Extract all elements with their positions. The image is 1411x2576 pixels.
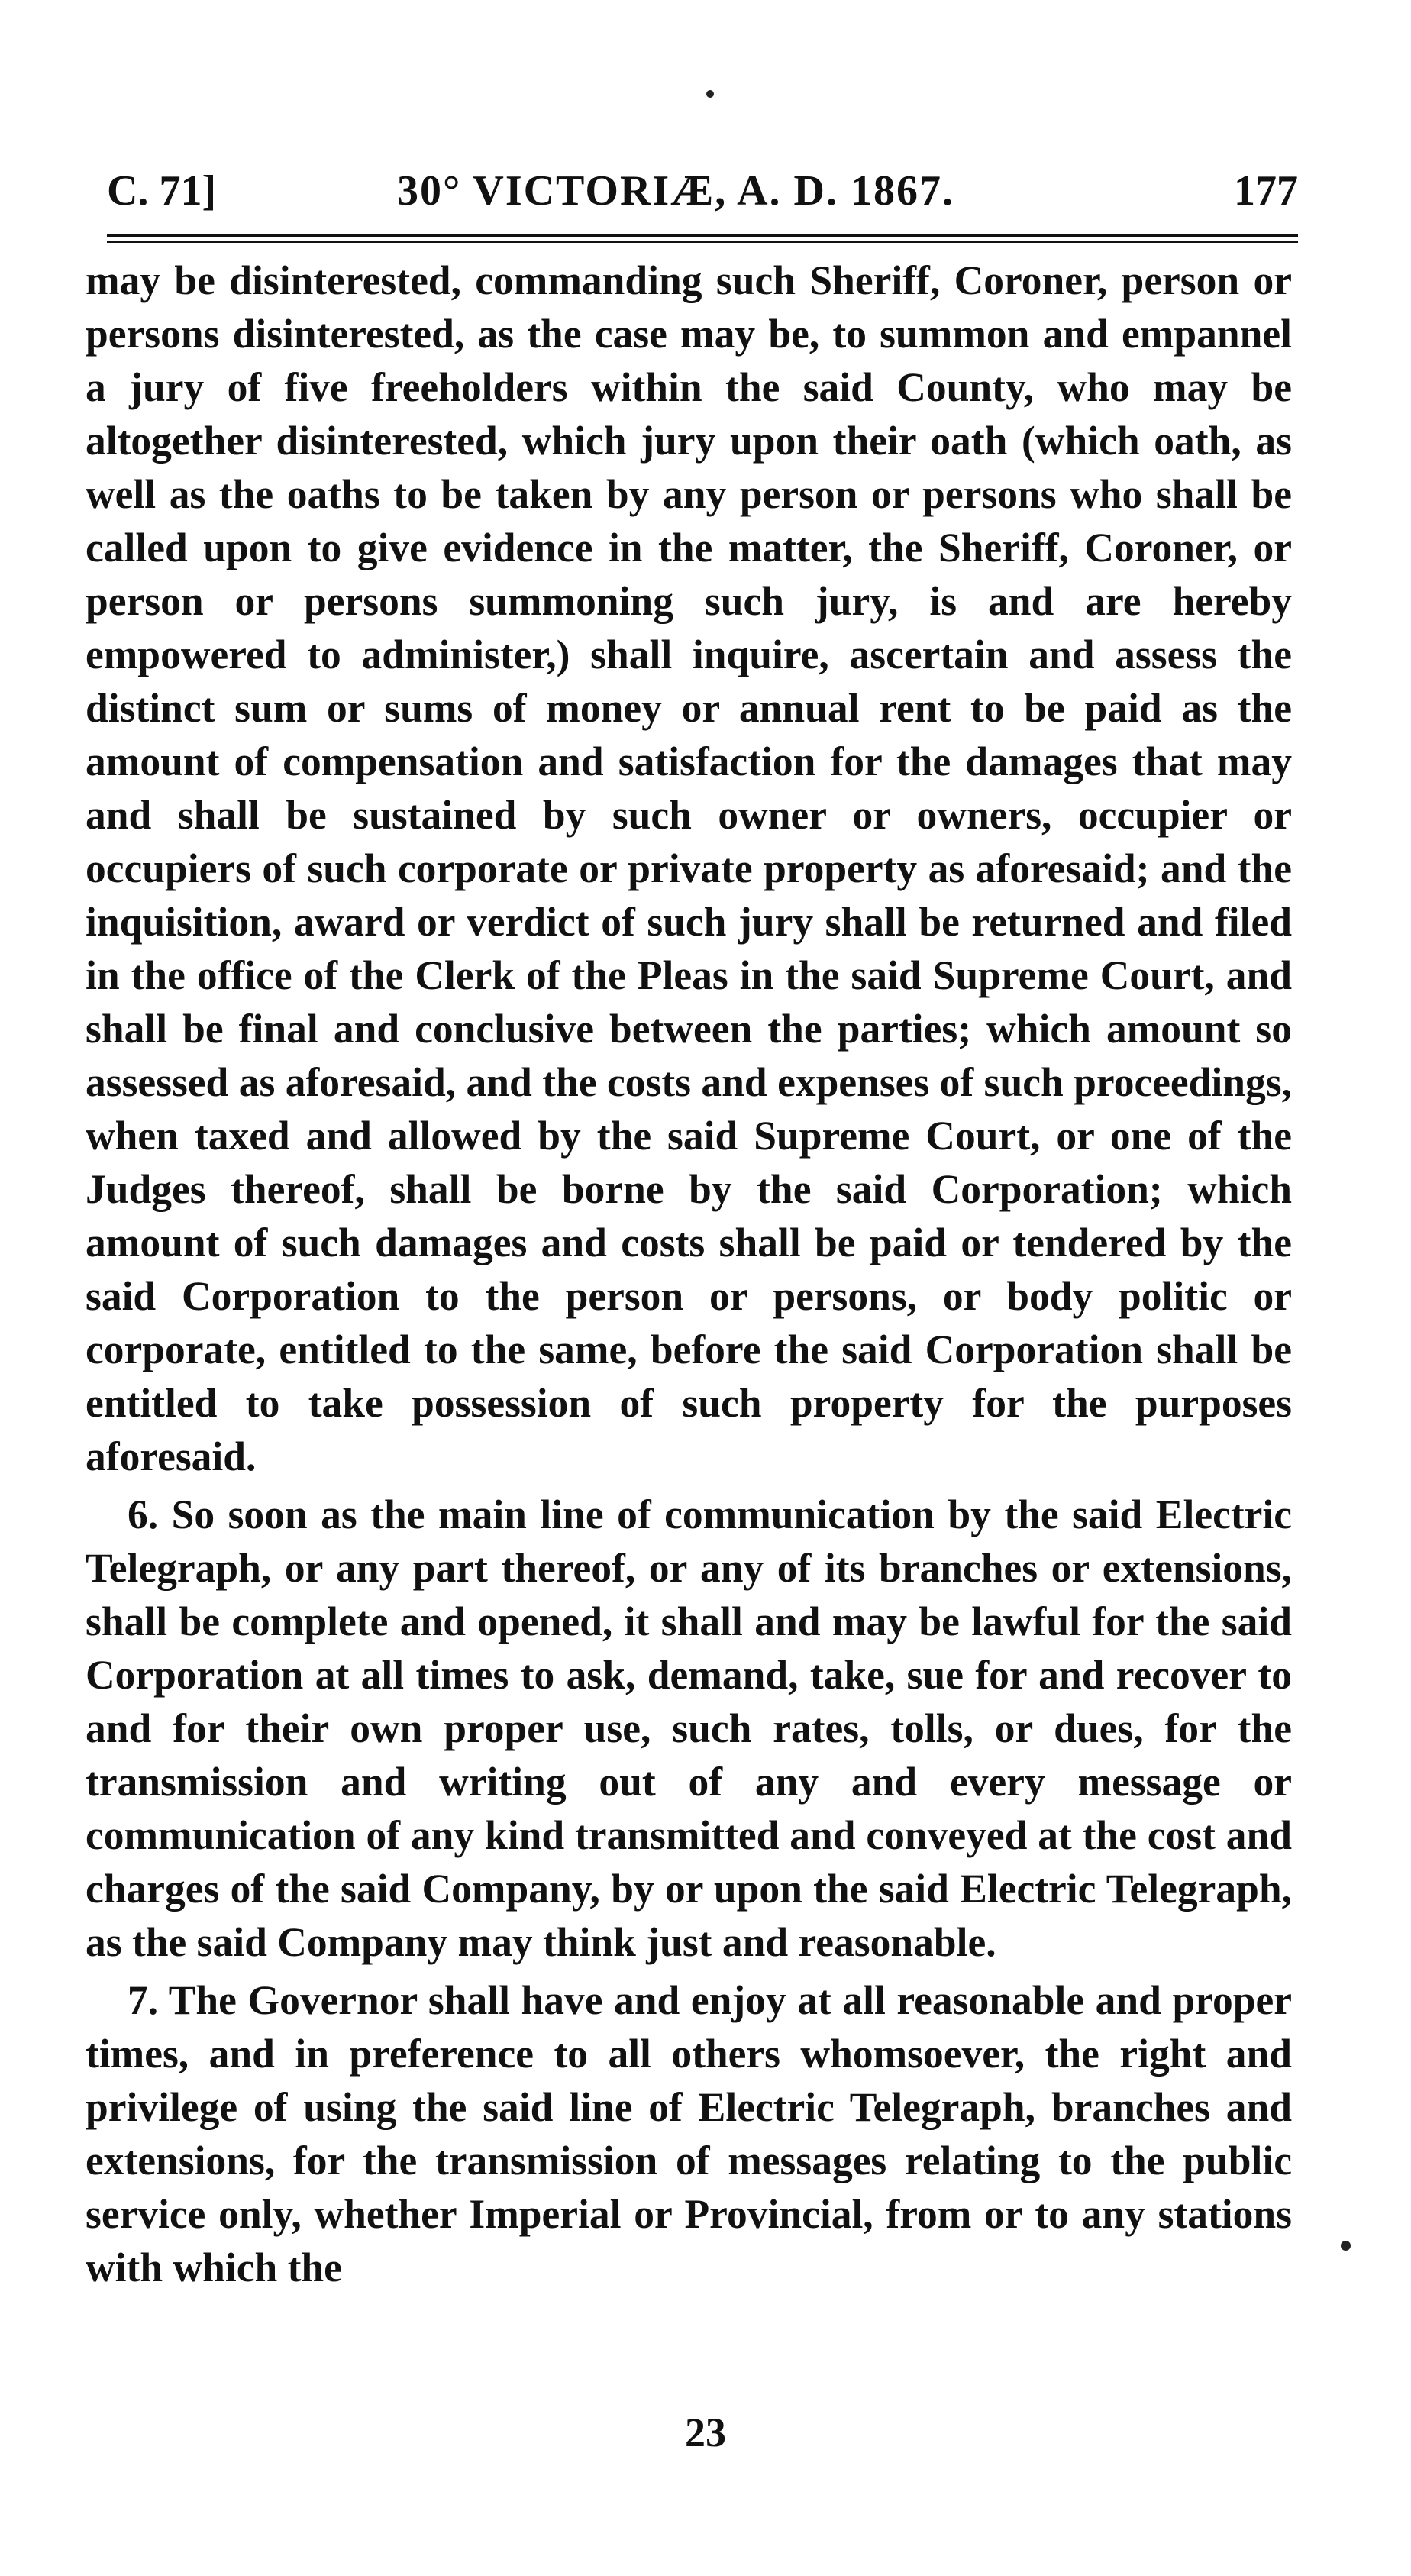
body-text <box>86 254 1292 2294</box>
section-6-paragraph: 6. So soon as the main line of communication by the said Electric Telegraph, or any part thereof, or any of its branches or extensions, shall be complete and opened, it shall and may be lawful for the said Corporation at all times to ask, demand, take, sue for and recover to and for their own proper use, such rates, tolls, or dues, for the transmission and writing out of any and every message or communication of any kind transmitted and conveyed at the cost and charges of the said Company, by or upon the said Electric Telegraph, as the said Company may think just and reasonable. <box>86 1492 1292 1965</box>
header-rule-thick <box>107 234 1298 237</box>
page-number: 177 <box>1234 167 1298 215</box>
margin-ink-dot <box>1341 2241 1351 2251</box>
running-header <box>92 157 1298 225</box>
section-7-paragraph: 7. The Governor shall have and enjoy at all reasonable and proper times, and in preference to all others whomsoever, the right and privilege of using the said line of Electric Telegraph, branches and extensions, for the transmission of messages relating to the public service only, whether Imperial or Provincial, from or to any stations with which the <box>86 1977 1292 2290</box>
chapter-reference: C. 71] <box>107 167 217 215</box>
ink-dot <box>706 90 714 98</box>
signature-mark: 23 <box>685 2410 726 2455</box>
paragraph-continued: may be disinterested, commanding such Sheriff, Coroner, person or persons disinterested, as the case may be, to summon and empannel a jury of five freeholders within the said County, who may be altogether disinterested, which jury upon their oath (which oath, as well as the oaths to be taken by any person or persons who shall be called upon to give evidence in the matter, the Sheriff, Coroner, or person or persons summoning such jury, is and are hereby empowered to administer,) shall inquire, ascertain and assess the distinct sum or sums of money or annual rent to be paid as the amount of compensation and satisfaction for the damages that may and shall be sustained by such owner or owners, occupier or occupiers of such corporate or private property as aforesaid; and the inquisition, award or verdict of such jury shall be returned and filed in the office of the Clerk of the Pleas in the said Supreme Court, and shall be final and conclusive between the parties; which amount so assessed as aforesaid, and the costs and expenses of such proceedings, when taxed and allowed by the said Supreme Court, or one of the Judges thereof, shall be borne by the said Corporation; which amount of such damages and costs shall be paid or tendered by the said Corporation to the person or persons, or body politic or corporate, entitled to the same, before the said Corporation shall be entitled to take possession of such property for the purposes aforesaid. <box>86 257 1292 1479</box>
header-rule-thin <box>107 241 1298 243</box>
running-title: 30° VICTORIÆ, A. D. 1867. <box>397 167 954 215</box>
